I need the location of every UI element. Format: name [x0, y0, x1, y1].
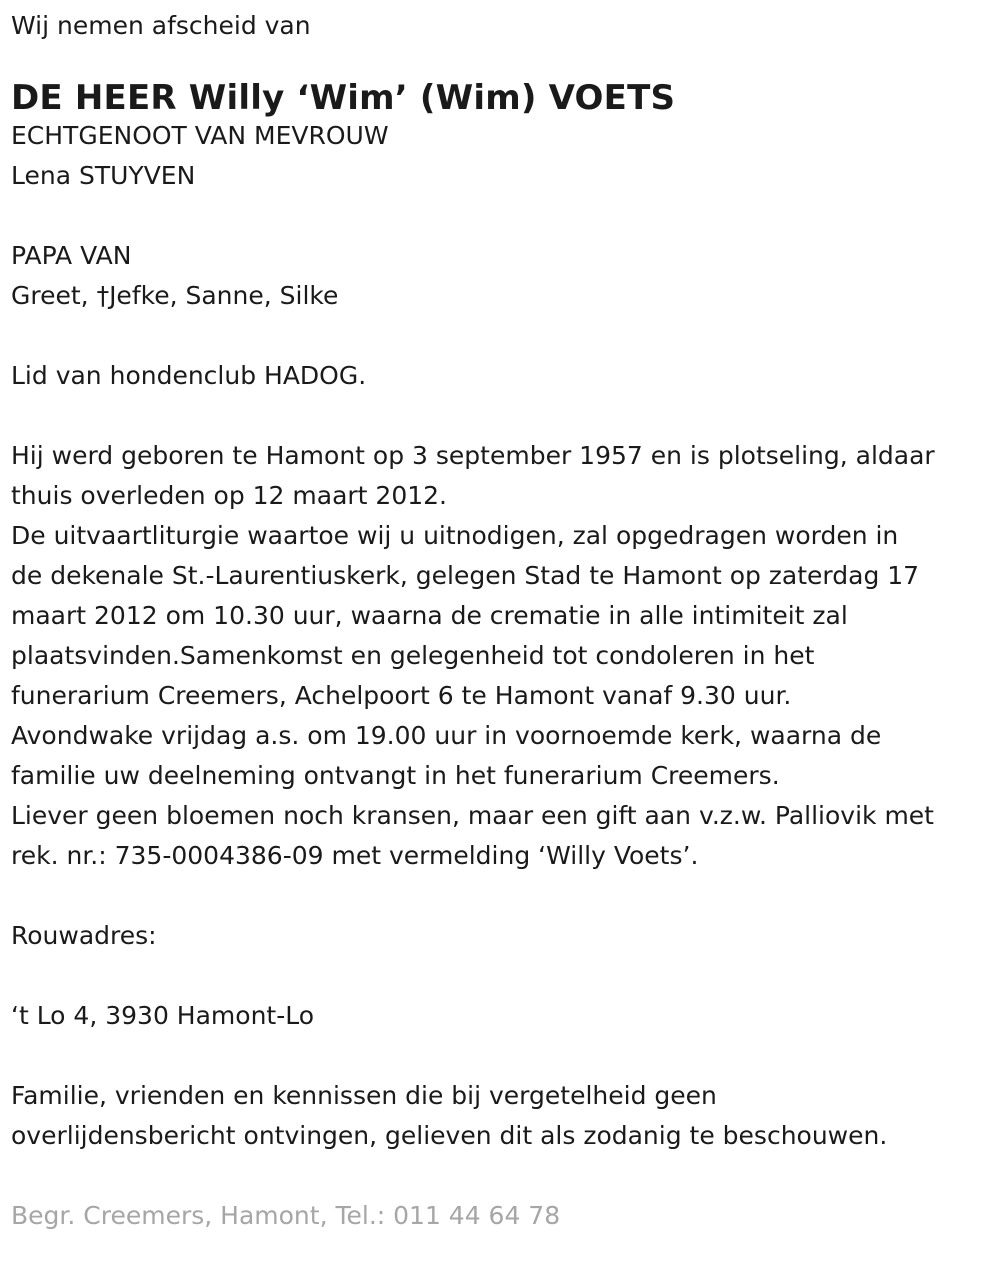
announcement-line: plaatsvinden.Samenkomst en gelegenheid tot condoleren in het [11, 641, 815, 670]
closing-paragraph [11, 1076, 989, 1156]
children-names-part-2: Jefke, Sanne, Silke [109, 281, 339, 310]
spacer [11, 316, 989, 356]
announcement-line: Liever geen bloemen noch kransen, maar een gift aan v.z.w. Palliovik met [11, 801, 934, 830]
children-names [11, 276, 989, 316]
spacer [11, 196, 989, 236]
address-text: ‘t Lo 4, 3930 Hamont-Lo [11, 1001, 315, 1030]
cross-icon: † [96, 281, 110, 310]
spacer [11, 1156, 989, 1196]
announcement-line: thuis overleden op 12 maart 2012. [11, 481, 447, 510]
spacer [11, 876, 989, 916]
spacer [11, 1036, 989, 1076]
deceased-name: DE HEER Willy ‘Wim’ (Wim) VOETS [11, 78, 676, 118]
announcement-line: familie uw deelneming ontvangt in het funerarium Creemers. [11, 761, 780, 790]
spacer [11, 396, 989, 436]
address-label: Rouwadres: [11, 921, 157, 950]
announcement-line: Avondwake vrijdag a.s. om 19.00 uur in voornoemde kerk, waarna de [11, 721, 882, 750]
undertaker-info: Begr. Creemers, Hamont, Tel.: 011 44 64 78 [11, 1201, 561, 1230]
spacer [11, 956, 989, 996]
announcement-line: rek. nr.: 735-0004386-09 met vermelding ‘Willy Voets’. [11, 841, 699, 870]
announcement-line: maart 2012 om 10.30 uur, waarna de crematie in alle intimiteit zal [11, 601, 848, 630]
announcement-line: De uitvaartliturgie waartoe wij u uitnodigen, zal opgedragen worden in [11, 521, 899, 550]
announcement-line: funerarium Creemers, Achelpoort 6 te Hamont vanaf 9.30 uur. [11, 681, 792, 710]
announcement-line: Hij werd geboren te Hamont op 3 september 1957 en is plotseling, aldaar [11, 441, 935, 470]
children-names-part-1: Greet, [11, 281, 97, 310]
closing-line: overlijdensbericht ontvingen, gelieven dit als zodanig te beschouwen. [11, 1121, 888, 1150]
announcement-paragraph [11, 436, 989, 876]
spouse-heading: ECHTGENOOT VAN MEVROUW [11, 121, 389, 150]
children-heading: PAPA VAN [11, 241, 132, 270]
announcement-line: de dekenale St.-Laurentiuskerk, gelegen Stad te Hamont op zaterdag 17 [11, 561, 920, 590]
intro-text: Wij nemen afscheid van [11, 11, 311, 40]
membership-text: Lid van hondenclub HADOG. [11, 361, 367, 390]
spouse-name: Lena STUYVEN [11, 161, 196, 190]
closing-line: Familie, vrienden en kennissen die bij vergetelheid geen [11, 1081, 717, 1110]
